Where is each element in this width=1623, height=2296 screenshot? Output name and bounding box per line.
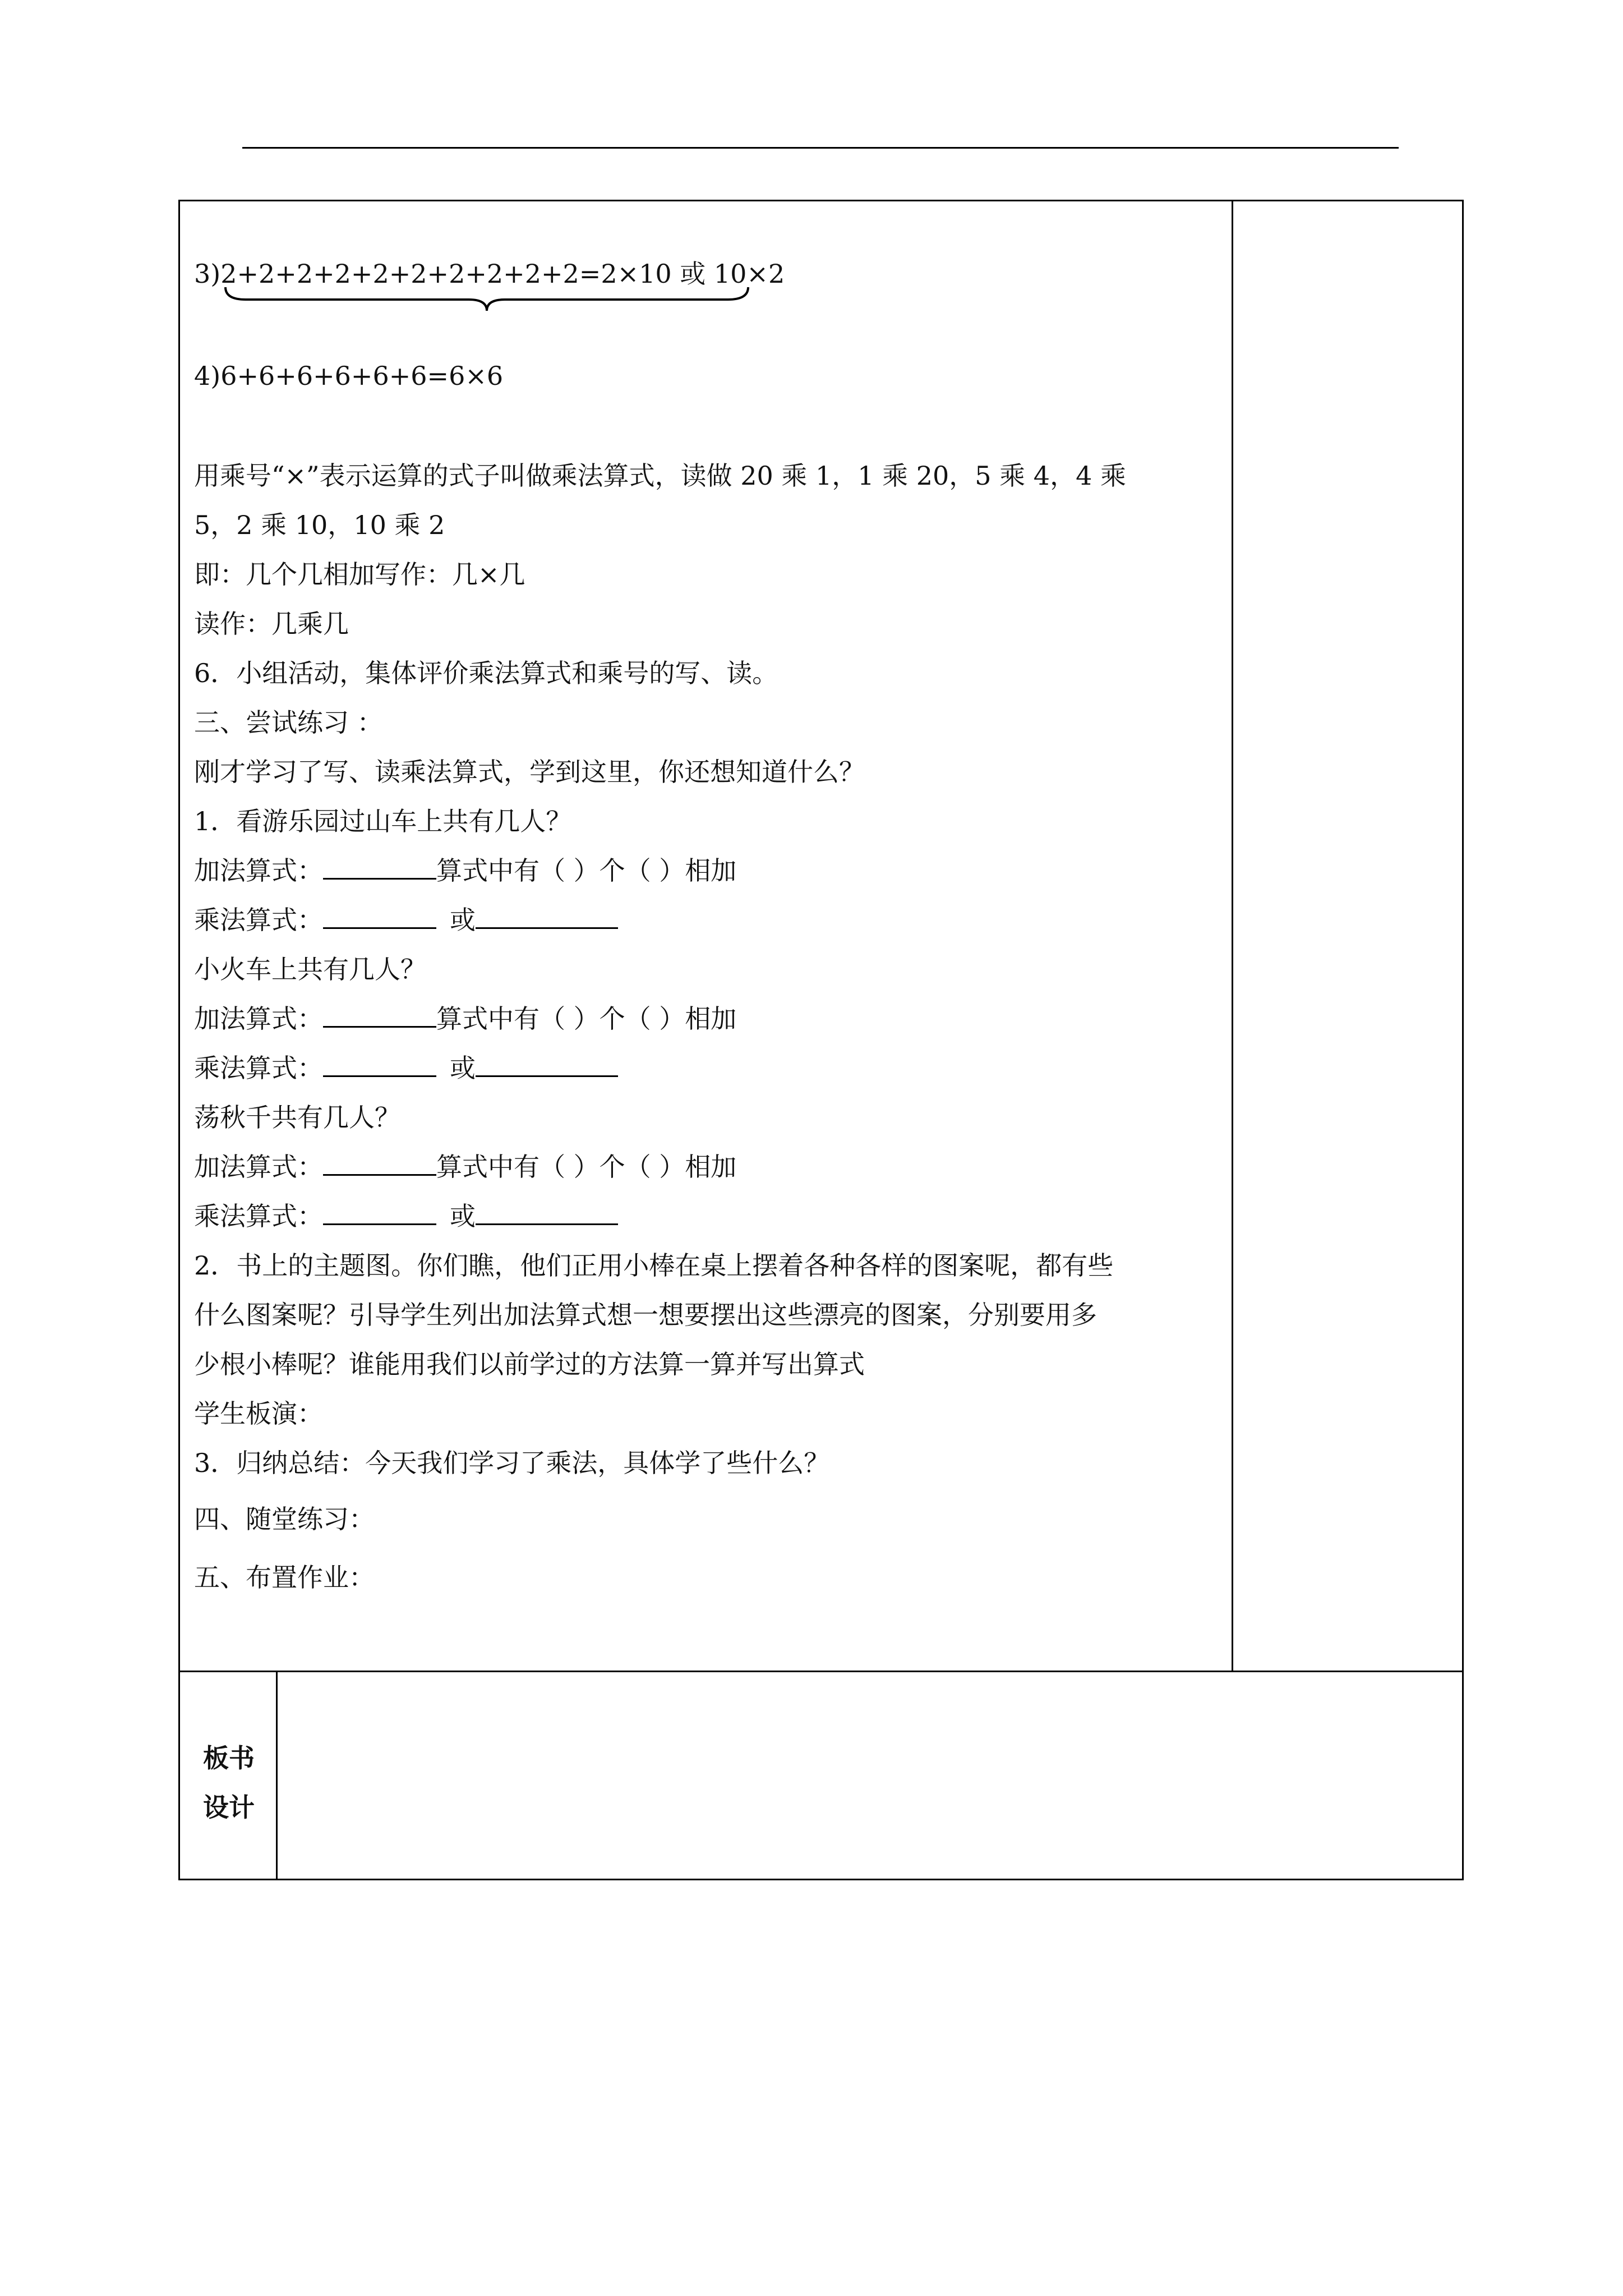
board-label-line-1: 板书 — [203, 1743, 255, 1773]
add-blank[interactable] — [323, 855, 436, 880]
add-blank[interactable] — [323, 1152, 436, 1176]
mul-label: 乘法算式： — [194, 905, 323, 935]
swing-mul-row — [194, 1200, 618, 1232]
question-2-line-1: 2．书上的主题图。你们瞧，他们正用小棒在桌上摆着各种各样的图案呢，都有些 — [194, 1250, 1114, 1281]
mul-blank-2[interactable] — [476, 905, 618, 929]
mul-blank-1[interactable] — [323, 905, 436, 929]
or-text: 或 — [450, 1201, 476, 1231]
question-2-line-2: 什么图案呢？引导学生列出加法算式想一想要摆出这些漂亮的图案，分别要用多 — [194, 1300, 1097, 1330]
section-3-heading: 三、尝试练习 ： — [194, 707, 383, 738]
board-label-divider — [276, 1671, 278, 1880]
step-6: 6．小组活动，集体评价乘法算式和乘号的写、读。 — [194, 658, 778, 688]
question-3: 3．归纳总结：今天我们学习了乘法，具体学了些什么？ — [194, 1448, 830, 1478]
question-2-line-3: 少根小棒呢？谁能用我们以前学过的方法算一算并写出算式 — [194, 1349, 865, 1379]
header-rule — [242, 147, 1399, 149]
swing-add-row — [194, 1151, 736, 1182]
add-tail: 算式中有（ ）个（ ）相加 — [436, 1152, 737, 1182]
add-blank[interactable] — [323, 1004, 436, 1028]
add-tail: 算式中有（ ）个（ ）相加 — [436, 855, 737, 886]
or-text: 或 — [450, 905, 476, 935]
mul-blank-1[interactable] — [323, 1053, 436, 1077]
board-row-divider — [178, 1671, 1464, 1672]
question-train: 小火车上共有几人？ — [194, 954, 426, 984]
add-tail: 算式中有（ ）个（ ）相加 — [436, 1004, 737, 1034]
add-label: 加法算式： — [194, 855, 323, 886]
question-1-coaster: 1．看游乐园过山车上共有几人？ — [194, 806, 572, 836]
equation-3-number: 3) — [194, 259, 221, 289]
ji-rule: 即：几个几相加写作：几×几 — [194, 559, 525, 590]
definition-line-1: 用乘号“×”表示运算的式子叫做乘法算式，读做 20 乘 1，1 乘 20，5 乘 4，4 乘 — [194, 461, 1126, 491]
train-mul-row — [194, 1052, 618, 1084]
train-add-row — [194, 1003, 736, 1034]
notes-column-divider — [1232, 200, 1233, 1672]
equation-4: 4)6+6+6+6+6+6=6×6 — [194, 361, 504, 391]
lesson-table — [178, 200, 1464, 1880]
question-swing: 荡秋千共有几人？ — [194, 1102, 400, 1133]
mul-label: 乘法算式： — [194, 1053, 323, 1083]
equation-3-body: 2+2+2+2+2+2+2+2+2+2=2×10 或 10×2 — [220, 259, 785, 289]
add-label: 加法算式： — [194, 1004, 323, 1034]
mul-blank-1[interactable] — [323, 1201, 436, 1225]
add-label: 加法算式： — [194, 1152, 323, 1182]
practice-intro: 刚才学习了写、读乘法算式，学到这里，你还想知道什么？ — [194, 757, 865, 787]
board-label-line-2: 设计 — [203, 1792, 255, 1823]
mul-label: 乘法算式： — [194, 1201, 323, 1231]
coaster-mul-row — [194, 904, 618, 936]
board-design-label — [197, 1733, 260, 1832]
section-5-heading: 五、布置作业： — [194, 1562, 375, 1593]
mul-blank-2[interactable] — [476, 1201, 618, 1225]
read-rule: 读作：几乘几 — [194, 609, 349, 639]
coaster-add-row — [194, 855, 736, 886]
or-text: 或 — [450, 1053, 476, 1083]
definition-line-2: 5，2 乘 10，10 乘 2 — [194, 510, 445, 540]
section-4-heading: 四、随堂练习： — [194, 1504, 375, 1534]
mul-blank-2[interactable] — [476, 1053, 618, 1077]
board-practice: 学生板演： — [194, 1398, 323, 1429]
underbrace-icon — [223, 285, 750, 313]
